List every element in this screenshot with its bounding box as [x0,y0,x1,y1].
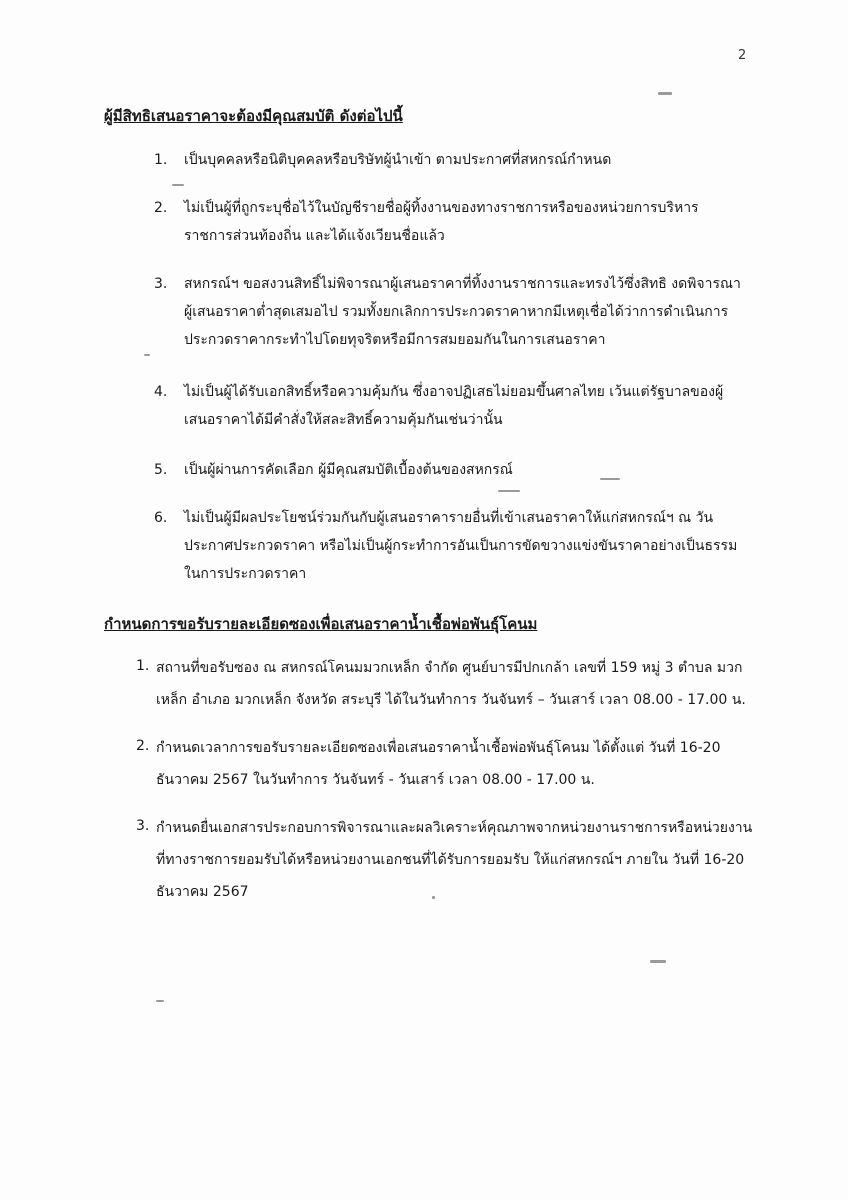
list-item-number: 2. [154,200,168,216]
list-item-number: 4. [154,384,168,400]
scan-speck [498,490,520,492]
list-item-text: ไม่เป็นผู้ที่ถูกระบุชื่อไว้ในบัญชีรายชื่อผู้ทิ้งงานของทางราชการหรือของหน่วยการบริหารราชการส่วนท้องถิ่น และได้แจ้งเวียนชื่อแล้ว [184,200,699,244]
list-item-number: 1. [154,152,168,168]
scan-speck [600,478,620,480]
list-item-number: 1. [136,658,150,674]
scan-speck [432,896,435,899]
list-item-text: สหกรณ์ฯ ขอสงวนสิทธิ์ไม่พิจารณาผู้เสนอราคาที่ทิ้งงานราชการและทรงไว้ซึ่งสิทธิ งดพิจารณาผู้เสนอราคาต่ำสุดเสมอไป รวมทั้งยกเลิกการประกวดราคาหากมีเหตุเชื่อได้ว่าการดำเนินการประกวดราคากระทำไปโดยทุจริตหรือมีการสมยอมกันในการเสนอราคา [184,276,741,348]
list-item-number: 5. [154,462,168,478]
scan-speck [156,1000,164,1002]
scan-speck [172,184,184,186]
list-item-text: กำหนดยื่นเอกสารประกอบการพิจารณาและผลวิเคราะห์คุณภาพจากหน่วยงานราชการหรือหน่วยงานที่ทางราชการยอมรับได้หรือหน่วยงานเอกชนที่ได้รับการยอมรับ ให้แก่สหกรณ์ฯ ภายใน วันที่ 16-20 ธันวาคม 2567 [156,820,753,900]
scan-speck [144,354,150,356]
list-item-text: ไม่เป็นผู้ได้รับเอกสิทธิ์หรือความคุ้มกัน ซึ่งอาจปฏิเสธไม่ยอมขึ้นศาลไทย เว้นแต่รัฐบาลของผู้เสนอราคาได้มีคำสั่งให้สละสิทธิ์ความคุ้มกันเช่นว่านั้น [184,384,724,428]
section-heading-schedule: กำหนดการขอรับรายละเอียดซองเพื่อเสนอราคาน้ำเชื้อพ่อพันธุ์โคนม [104,615,538,633]
list-item-number: 6. [154,510,168,526]
list-item-text: สถานที่ขอรับซอง ณ สหกรณ์โคนมมวกเหล็ก จำกัด ศูนย์บารมีปกเกล้า เลขที่ 159 หมู่ 3 ตำบล มวกเหล็ก อำเภอ มวกเหล็ก จังหวัด สระบุรี ได้ในวันทำการ วันจันทร์ – วันเสาร์ เวลา 08.00 - 17.00 น. [156,660,746,708]
list-item-text: ไม่เป็นผู้มีผลประโยชน์ร่วมกันกับผู้เสนอราคารายอื่นที่เข้าเสนอราคาให้แก่สหกรณ์ฯ ณ วันประกาศประกวดราคา หรือไม่เป็นผู้กระทำการอันเป็นการขัดขวางแข่งขันราคาอย่างเป็นธรรมในการประกวดราคา [184,510,738,582]
list-item-text: กำหนดเวลาการขอรับรายละเอียดซองเพื่อเสนอราคาน้ำเชื้อพ่อพันธุ์โคนม ได้ตั้งแต่ วันที่ 16-20 ธันวาคม 2567 ในวันทำการ วันจันทร์ - วันเสาร์ เวลา 08.00 - 17.00 น. [156,740,721,788]
scan-speck [650,960,666,963]
list-item-text: เป็นผู้ผ่านการคัดเลือก ผู้มีคุณสมบัติเบื้องต้นของสหกรณ์ [184,462,513,478]
list-item-number: 3. [154,276,168,292]
scan-speck [658,92,672,95]
list-item-number: 3. [136,818,150,834]
page-number: 2 [738,48,747,63]
section-heading-qualifications: ผู้มีสิทธิเสนอราคาจะต้องมีคุณสมบัติ ดังต่อไปนี้ [104,107,403,125]
list-item-text: เป็นบุคคลหรือนิติบุคคลหรือบริษัทผู้นำเข้า ตามประกาศที่สหกรณ์กำหนด [184,152,612,168]
list-item-number: 2. [136,738,150,754]
